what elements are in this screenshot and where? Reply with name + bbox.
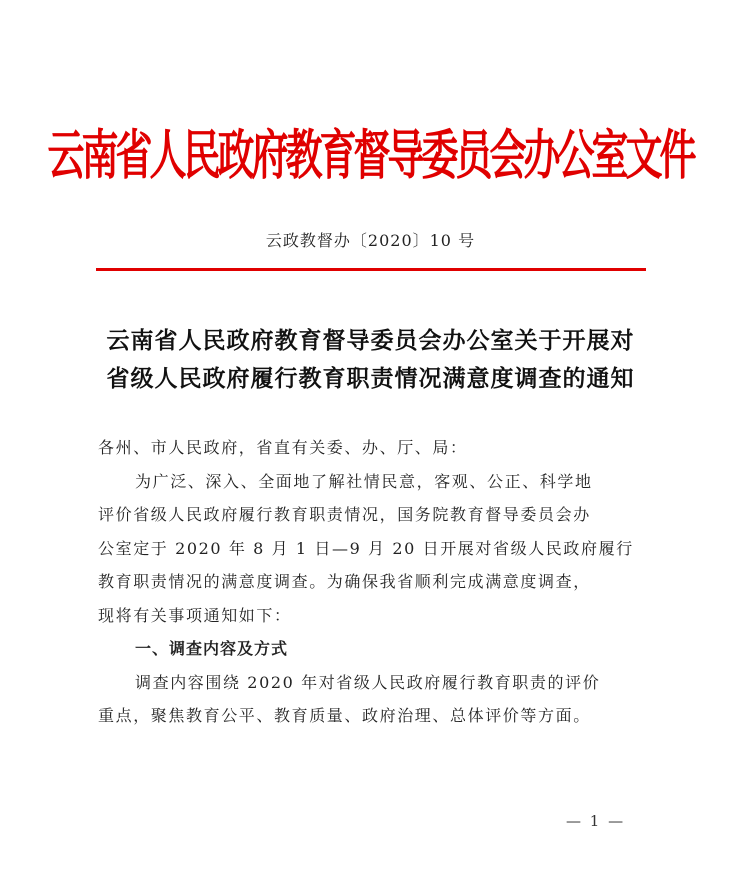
page-number: — 1 — [566, 812, 626, 830]
paragraph-line: 公室定于 2020 年 8 月 1 日—9 月 20 日开展对省级人民政府履行 [98, 538, 634, 558]
paragraph-line: 为广泛、深入、全面地了解社情民意，客观、公正、科学地 [135, 471, 593, 491]
issuer-header: 云南省人民政府教育督导委员会办公室文件 [47, 122, 694, 187]
paragraph-line: 调查内容围绕 2020 年对省级人民政府履行教育职责的评价 [135, 672, 601, 692]
paragraph-line: 教育职责情况的满意度调查。为确保我省顺利完成满意度调查， [98, 572, 591, 591]
body-text [98, 431, 653, 733]
document-number: 云政教督办〔2020〕10 号 [265, 231, 476, 250]
red-divider-line [96, 268, 646, 271]
section-heading: 一、调查内容及方式 [135, 639, 289, 658]
salutation: 各州、市人民政府，省直有关委、办、厅、局： [98, 438, 468, 457]
paragraph-line: 现将有关事项通知如下： [98, 605, 292, 625]
notice-title-line: 云南省人民政府教育督导委员会办公室关于开展对 [106, 328, 635, 354]
paragraph-line: 评价省级人民政府履行教育职责情况，国务院教育督导委员会办 [98, 505, 591, 524]
paragraph-line: 重点，聚焦教育公平、教育质量、政府治理、总体评价等方面。 [98, 706, 591, 725]
notice-title [0, 322, 741, 398]
notice-title-line: 省级人民政府履行教育职责情况满意度调查的通知 [106, 366, 635, 392]
